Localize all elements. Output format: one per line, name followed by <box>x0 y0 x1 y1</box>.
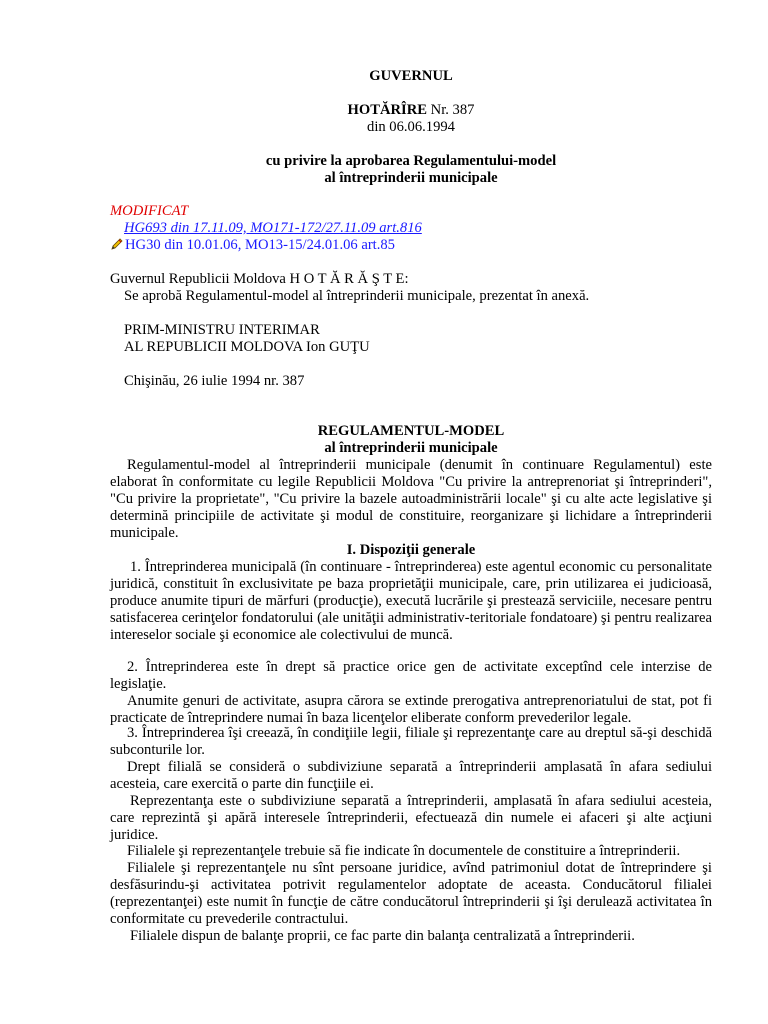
act-number: Nr. 387 <box>430 102 475 118</box>
act-date: din 06.06.1994 <box>367 119 455 135</box>
preamble-paragraph: Regulamentul-model al întreprinderii municipale (denumit în continuare Regulamentul) este elaborat în conformitate cu legile Republicii Moldova "Cu privire la antreprenoriat şi întreprinderi", "Cu privire la proprietate", "Cu privire la bazele autoadministrării locale" şi cu alte acte legislative şi determină principiile de activitate şi modul de constituire, reorganizare şi lichidare a întreprinderii municipale. <box>110 457 712 541</box>
act-title <box>110 102 712 119</box>
paragraph-9: Filialele dispun de balanţe proprii, ce fac parte din balanţa centralizată a întreprinderii. <box>130 928 635 944</box>
paragraph-5: Drept filială se consideră o subdiviziune separată a întreprinderii amplasată în afara sediului acesteia, care exercită o parte din funcţiile ei. <box>110 759 712 792</box>
act-type: HOTĂRÎRE <box>347 102 428 118</box>
paragraph-7: Filialele şi reprezentanţele trebuie să fie indicate în documentele de constituire a întreprinderii. <box>127 843 681 859</box>
modification-link-1[interactable]: HG693 din 17.11.09, MO171-172/27.11.09 art.816 <box>124 220 422 236</box>
regulation-title: REGULAMENTUL-MODEL <box>317 423 505 439</box>
paragraph-1: 1. Întreprinderea municipală (în continuare - întreprinderea) este agentul economic cu personalitate juridică, constituit în exclusivitate pe baza proprietăţii municipale, care, prin utilizarea ei judicioasă, produce anumite tipuri de mărfuri (producţie), execută lucrările şi prestează serviciile, necesare pentru satisfacerea cerinţelor fondatorului (ale unităţii administrativ-teritoriale fondatoare) şi pentru realizarea intereselor sociale şi economice ale colectivului de muncă. <box>110 559 712 643</box>
modification-link-2[interactable]: HG30 din 10.01.06, MO13-15/24.01.06 art.85 <box>125 237 395 253</box>
section-1-title: I. Dispoziţii generale <box>346 542 476 558</box>
paragraph-6: Reprezentanţa este o subdiviziune separată a întreprinderii, amplasată în afara sediului acesteia, care reprezintă şi apără interesele întreprinderii, efectuează din numele ei afaceri şi alte acţiuni juridice. <box>110 793 712 843</box>
subject-line-2: al întreprinderii municipale <box>324 170 498 186</box>
signatory-line-2: AL REPUBLICII MOLDOVA Ion GUŢU <box>124 339 370 355</box>
paragraph-3: Anumite genuri de activitate, asupra cărora se extinde prerogativa antreprenoriatului de stat, pot fi practicate de întreprindere numai în baza licenţelor eliberate conform prevederilor legale. <box>110 693 712 726</box>
modified-label: MODIFICAT <box>110 203 189 219</box>
decision-intro: Guvernul Republicii Moldova H O T Ă R Ă Ş T E: <box>110 271 409 287</box>
paragraph-8: Filialele şi reprezentanţele nu sînt persoane juridice, avînd patrimoniul dotat de întreprindere şi desfăsurindu-şi activitatea potrivit regulamentelor adoptate de aceasta. Conducătorul filialei (reprezentanţei) este numit în funcţie de către conducătorul întreprinderii şi îşi derulează activitatea în conformitate cu prevederile contractului. <box>110 860 712 927</box>
signatory-line-1: PRIM-MINISTRU INTERIMAR <box>124 322 320 338</box>
modification-entry-2 <box>110 237 395 254</box>
place-date: Chişinău, 26 iulie 1994 nr. 387 <box>124 373 305 389</box>
pencil-icon <box>110 237 124 251</box>
authority-heading: GUVERNUL <box>369 68 453 84</box>
regulation-subtitle: al întreprinderii municipale <box>324 440 498 456</box>
paragraph-4: 3. Întreprinderea îşi creează, în condiţiile legii, filiale şi reprezentanţe care au dreptul să-şi deschidă subconturile lor. <box>110 725 712 758</box>
paragraph-2: 2. Întreprinderea este în drept să practice orice gen de activitate exceptînd cele interzise de legislaţie. <box>110 659 712 692</box>
subject-line-1: cu privire la aprobarea Regulamentului-model <box>265 153 557 169</box>
decision-text: Se aprobă Regulamentul-model al întreprinderii municipale, prezentat în anexă. <box>124 288 590 304</box>
